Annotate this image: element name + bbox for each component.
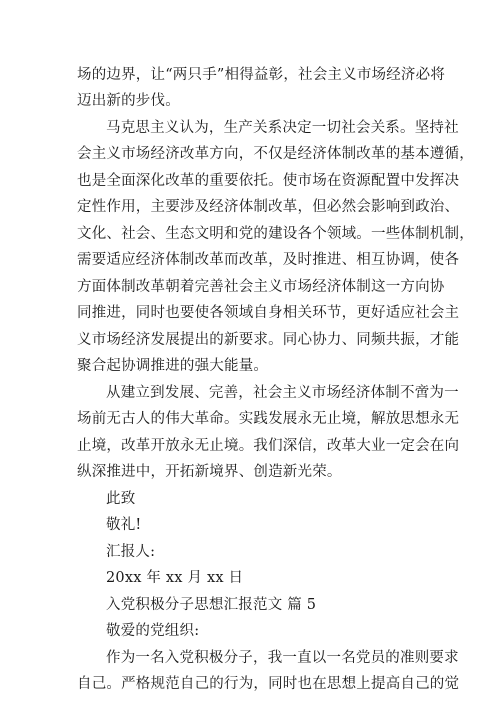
text-line: 同推进，同时也要使各领域自身相关环节，更好适应社会主	[77, 305, 460, 321]
paragraph-start-line: 作为一名入党积极分子，我一直以一名党员的准则要求	[106, 650, 459, 666]
text-line: 止境，改革开放永无止境。我们深信，改革大业一定会在向	[77, 438, 460, 454]
reporter-label: 汇报人:	[106, 544, 156, 560]
greeting: 敬爱的党组织:	[106, 623, 200, 639]
text-line: 纵深推进中，开拓新境界、创造新光荣。	[77, 464, 342, 480]
closing-salutation: 此致	[106, 491, 136, 507]
paragraph-start-line: 从建立到发展、完善，社会主义市场经济体制不啻为一	[106, 385, 459, 401]
text-line: 也是全面深化改革的重要依托。使市场在资源配置中发挥决	[77, 173, 460, 189]
text-line: 聚合起协调推进的强大能量。	[77, 358, 269, 374]
text-line: 方面体制改革朝着完善社会主义市场经济体制这一方向协	[77, 279, 445, 295]
text-line: 场的边界，让“两只手”相得益彰，社会主义市场经济必将	[77, 67, 446, 83]
text-line: 迈出新的步伐。	[77, 93, 180, 109]
text-line: 定性作用，主要涉及经济体制改革，但必然会影响到政治、	[77, 199, 460, 215]
paragraph-start-line: 马克思主义认为，生产关系决定一切社会关系。坚持社	[106, 120, 459, 136]
report-date: 20xx 年 xx 月 xx 日	[106, 570, 244, 586]
text-line: 场前无古人的伟大革命。实践发展永无止境，解放思想永无	[77, 411, 460, 427]
text-line: 自己。严格规范自己的行为，同时也在思想上提高自己的觉	[77, 676, 460, 692]
section-title: 入党积极分子思想汇报范文 篇 5	[106, 597, 317, 613]
text-line: 义市场经济发展提出的新要求。同心协力、同频共振，才能	[77, 332, 460, 348]
text-line: 会主义市场经济改革方向，不仅是经济体制改革的基本遵循，	[77, 146, 474, 162]
text-line: 文化、社会、生态文明和党的建设各个领域。一些体制机制，	[77, 226, 474, 242]
text-line: 需要适应经济体制改革而改革，及时推进、相互协调，使各	[77, 252, 460, 268]
closing-regards: 敬礼!	[106, 517, 142, 533]
